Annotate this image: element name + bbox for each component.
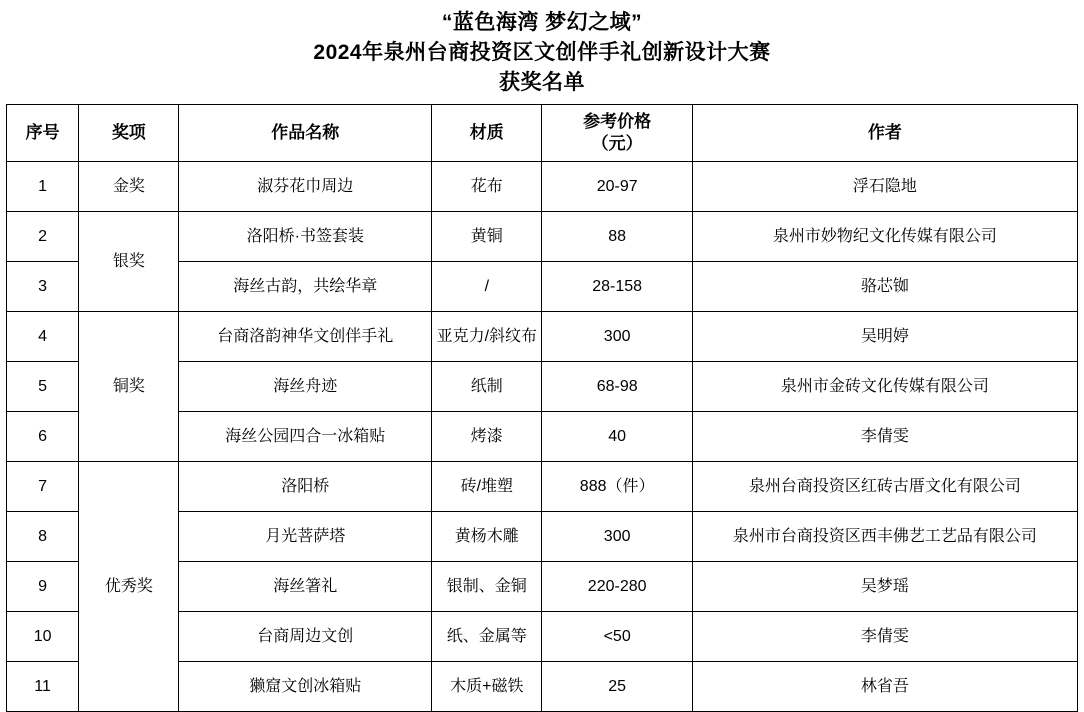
cell-no: 4 <box>7 312 79 362</box>
cell-work: 洛阳桥 <box>179 462 432 512</box>
header-cell-price <box>542 105 692 162</box>
cell-author: 泉州市妙物纪文化传媒有限公司 <box>692 212 1077 262</box>
table-row <box>7 212 1078 262</box>
cell-author: 李倩雯 <box>692 612 1077 662</box>
cell-material: 亚克力/斜纹布 <box>432 312 542 362</box>
cell-price: 28-158 <box>542 262 692 312</box>
cell-no: 5 <box>7 362 79 412</box>
cell-award: 优秀奖 <box>79 462 179 712</box>
table-body <box>7 162 1078 712</box>
cell-author: 吴明婷 <box>692 312 1077 362</box>
cell-material: 花布 <box>432 162 542 212</box>
header-cell-award: 奖项 <box>79 105 179 162</box>
cell-work: 淑芬花巾周边 <box>179 162 432 212</box>
cell-price: 220-280 <box>542 562 692 612</box>
cell-award: 金奖 <box>79 162 179 212</box>
cell-price: 25 <box>542 662 692 712</box>
cell-author: 骆芯铷 <box>692 262 1077 312</box>
cell-author: 泉州台商投资区红砖古厝文化有限公司 <box>692 462 1077 512</box>
cell-no: 2 <box>7 212 79 262</box>
table-header <box>7 105 1078 162</box>
cell-work: 獭窟文创冰箱贴 <box>179 662 432 712</box>
header-cell-no: 序号 <box>7 105 79 162</box>
header-price-line2: （元） <box>591 134 643 153</box>
document-title-block <box>0 0 1084 104</box>
cell-work: 台商周边文创 <box>179 612 432 662</box>
cell-author: 林省吾 <box>692 662 1077 712</box>
cell-material: 烤漆 <box>432 412 542 462</box>
cell-price: 88 <box>542 212 692 262</box>
title-line-1: “蓝色海湾 梦幻之域” <box>441 11 643 34</box>
cell-material: 纸、金属等 <box>432 612 542 662</box>
cell-author: 泉州市台商投资区西丰佛艺工艺品有限公司 <box>692 512 1077 562</box>
cell-work: 洛阳桥·书签套装 <box>179 212 432 262</box>
cell-author: 吴梦瑶 <box>692 562 1077 612</box>
cell-price: 300 <box>542 512 692 562</box>
header-cell-work: 作品名称 <box>179 105 432 162</box>
table-row <box>7 462 1078 512</box>
cell-price: 300 <box>542 312 692 362</box>
cell-no: 1 <box>7 162 79 212</box>
cell-author: 李倩雯 <box>692 412 1077 462</box>
cell-work: 海丝舟迹 <box>179 362 432 412</box>
cell-material: / <box>432 262 542 312</box>
title-line-2: 2024年泉州台商投资区文创伴手礼创新设计大赛 <box>313 41 771 64</box>
cell-price: <50 <box>542 612 692 662</box>
cell-author: 泉州市金砖文化传媒有限公司 <box>692 362 1077 412</box>
header-cell-material: 材质 <box>432 105 542 162</box>
table-row <box>7 312 1078 362</box>
cell-no: 11 <box>7 662 79 712</box>
header-cell-author: 作者 <box>692 105 1077 162</box>
cell-price: 888（件） <box>542 462 692 512</box>
cell-no: 6 <box>7 412 79 462</box>
cell-work: 台商洛韵神华文创伴手礼 <box>179 312 432 362</box>
cell-author: 浮石隐地 <box>692 162 1077 212</box>
cell-material: 木质+磁铁 <box>432 662 542 712</box>
cell-work: 海丝箸礼 <box>179 562 432 612</box>
cell-work: 海丝古韵，共绘华章 <box>179 262 432 312</box>
cell-material: 银制、金铜 <box>432 562 542 612</box>
cell-no: 10 <box>7 612 79 662</box>
cell-award: 银奖 <box>79 212 179 312</box>
cell-price: 40 <box>542 412 692 462</box>
table-row <box>7 162 1078 212</box>
header-price-line1: 参考价格 <box>583 112 652 131</box>
cell-material: 纸制 <box>432 362 542 412</box>
cell-material: 黄杨木雕 <box>432 512 542 562</box>
title-line-3: 获奖名单 <box>499 71 585 94</box>
cell-no: 3 <box>7 262 79 312</box>
cell-price: 20-97 <box>542 162 692 212</box>
cell-work: 海丝公园四合一冰箱贴 <box>179 412 432 462</box>
cell-no: 8 <box>7 512 79 562</box>
cell-no: 9 <box>7 562 79 612</box>
cell-work: 月光菩萨塔 <box>179 512 432 562</box>
cell-no: 7 <box>7 462 79 512</box>
cell-award: 铜奖 <box>79 312 179 462</box>
cell-material: 黄铜 <box>432 212 542 262</box>
table-header-row <box>7 105 1078 162</box>
cell-material: 砖/堆塑 <box>432 462 542 512</box>
cell-price: 68-98 <box>542 362 692 412</box>
award-list-table <box>6 104 1078 712</box>
